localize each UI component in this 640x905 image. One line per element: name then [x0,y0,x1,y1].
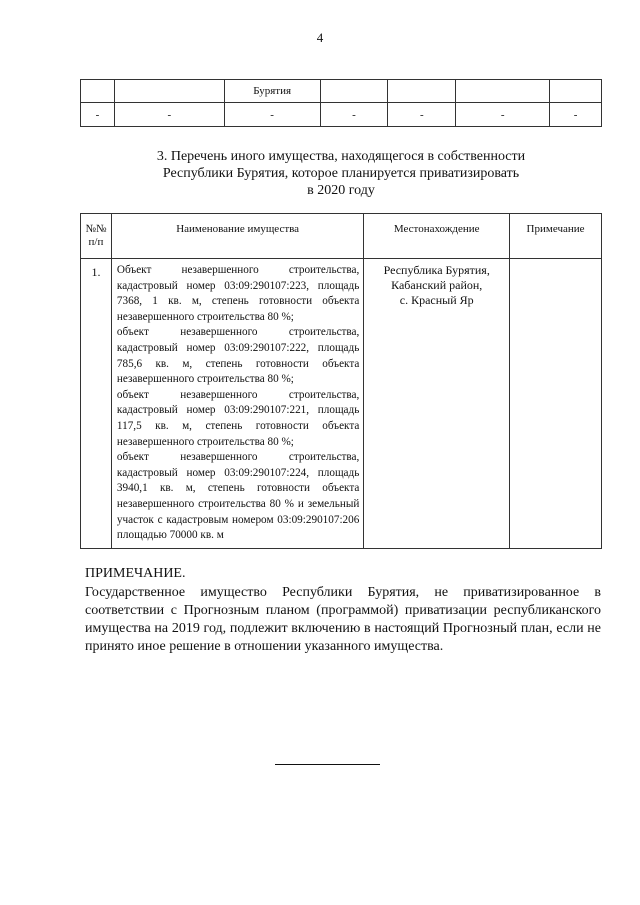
description-paragraph: Объект незавершенного строительства, кадастровый номер 03:09:290107:223, площадь 7368, 1 кв. м, степень готовности объекта незавершенного строительства 80 %; [116,264,360,323]
header-note: Примечание [510,214,602,259]
table-cell [550,80,602,103]
property-note [510,259,602,549]
description-paragraph: объект незавершенного строительства, кадастровый номер 03:09:290107:221, площадь 117,5 кв. м, степень готовности объекта незавершенного строительства 80 %; [116,388,360,448]
table-cell: - [81,103,115,127]
table-cell [456,80,550,103]
table-cell: Бурятия [224,80,320,103]
section-title-line: Республики Бурятия, которое планируется приватизировать [162,166,520,181]
table-cell [81,80,115,103]
section-title [80,148,602,199]
location-line: Республика Бурятия, [383,263,490,277]
header-number-line: №№ [85,223,107,235]
header-name: Наименование имущества [111,214,363,259]
table-cell: - [320,103,388,127]
table-row [81,103,602,127]
page-number: 4 [316,30,324,45]
note-heading: ПРИМЕЧАНИЕ. [85,566,186,581]
location-line: с. Красный Яр [399,293,474,307]
table-cell [114,80,224,103]
table-cell: - [114,103,224,127]
section-title-line: 3. Перечень иного имущества, находящегося в собственности [156,149,526,164]
table-cell: - [550,103,602,127]
description-paragraph: объект незавершенного строительства, кадастровый номер 03:09:290107:222, площадь 785,6 кв. м, степень готовности объекта незавершенного строительства 80 %; [116,326,360,386]
row-number: 1. [81,259,112,549]
location-line: Кабанский район, [391,278,483,292]
continuation-table [80,79,602,127]
property-description [111,259,363,549]
description-paragraph: объект незавершенного строительства, кадастровый номер 03:09:290107:224, площадь 3940,1 кв. м, степень готовности объекта незавершенного строительства 80 % и земельный участок с кадастровым номером 03:09:290107:206 площадью 70000 кв. м [116,451,360,542]
table-cell: - [388,103,456,127]
header-number [81,214,112,259]
table-cell [388,80,456,103]
header-location: Местонахождение [364,214,510,259]
table-header-row [81,214,602,259]
header-number-line: п/п [88,236,104,248]
property-table [80,213,602,549]
table-row [81,259,602,549]
closing-rule [275,764,380,765]
note-text: Государственное имущество Республики Бурятия, не приватизированное в соответствии с Прогнозным планом (программой) приватизации республиканского имущества на 2019 год, подлежит включению в настоящий Прогнозный план, если не принято иное решение в отношении указанного имущества. [85,585,601,654]
table-row [81,80,602,103]
table-cell [320,80,388,103]
table-cell: - [456,103,550,127]
section-title-line: в 2020 году [307,183,375,198]
table-cell: - [224,103,320,127]
property-location [364,259,510,549]
